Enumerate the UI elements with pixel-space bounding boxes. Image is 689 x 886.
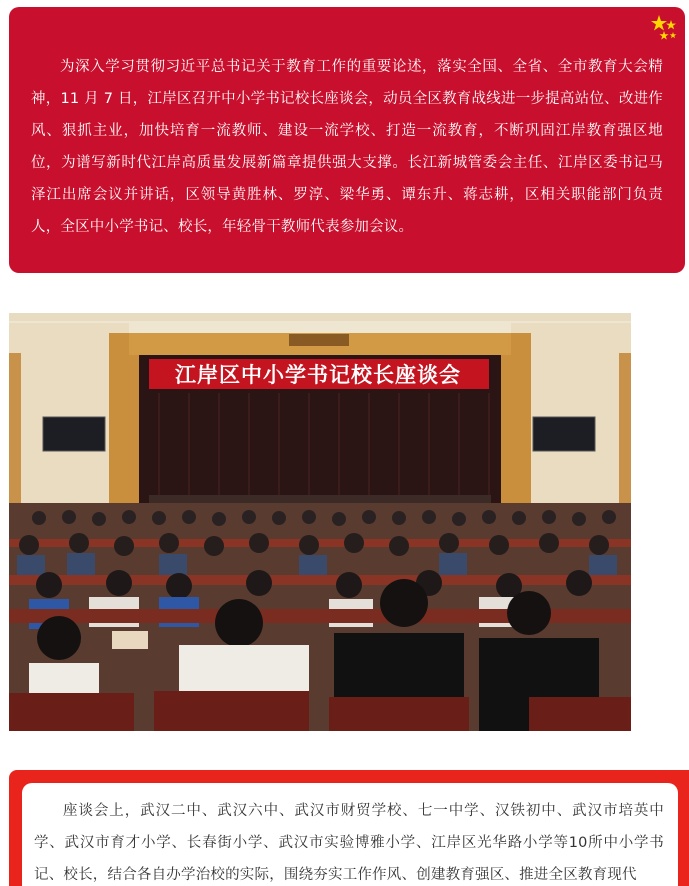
body-paragraph: 座谈会上，武汉二中、武汉六中、武汉市财贸学校、七一中学、汉铁初中、武汉市培英中学、武汉市育才小学、长春街小学、武汉市实验博雅小学、江岸区光华路小学等10所中小学书记、校长，结合各自办学治校的实际，围绕夯实工作作风、创建教育强区、推进全区教育现代 [34,803,664,883]
stars-icon [651,14,679,42]
body-card [22,783,678,886]
photo-banner-text: 江岸区中小学书记校长座谈会 [175,362,461,387]
intro-paragraph: 为深入学习贯彻习近平总书记关于教育工作的重要论述，落实全国、全省、全市教育大会精神，11 月 7 日，江岸区召开中小学书记校长座谈会，动员全区教育战线进一步提高站位、改进作风、狠抓主业，加快培育一流教师、建设一流学校、打造一流教育，不断巩固江岸教育强区地位，为谱写新时代江岸高质量发展新篇章提供强大支撑。长江新城管委会主任、江岸区委书记马泽江出席会议并讲话，区领导黄胜林、罗淳、梁华勇、谭东升、蒋志耕，区相关职能部门负责人，全区中小学书记、校长，年轻骨干教师代表参加会议。 [31,59,663,235]
intro-card [9,7,685,273]
